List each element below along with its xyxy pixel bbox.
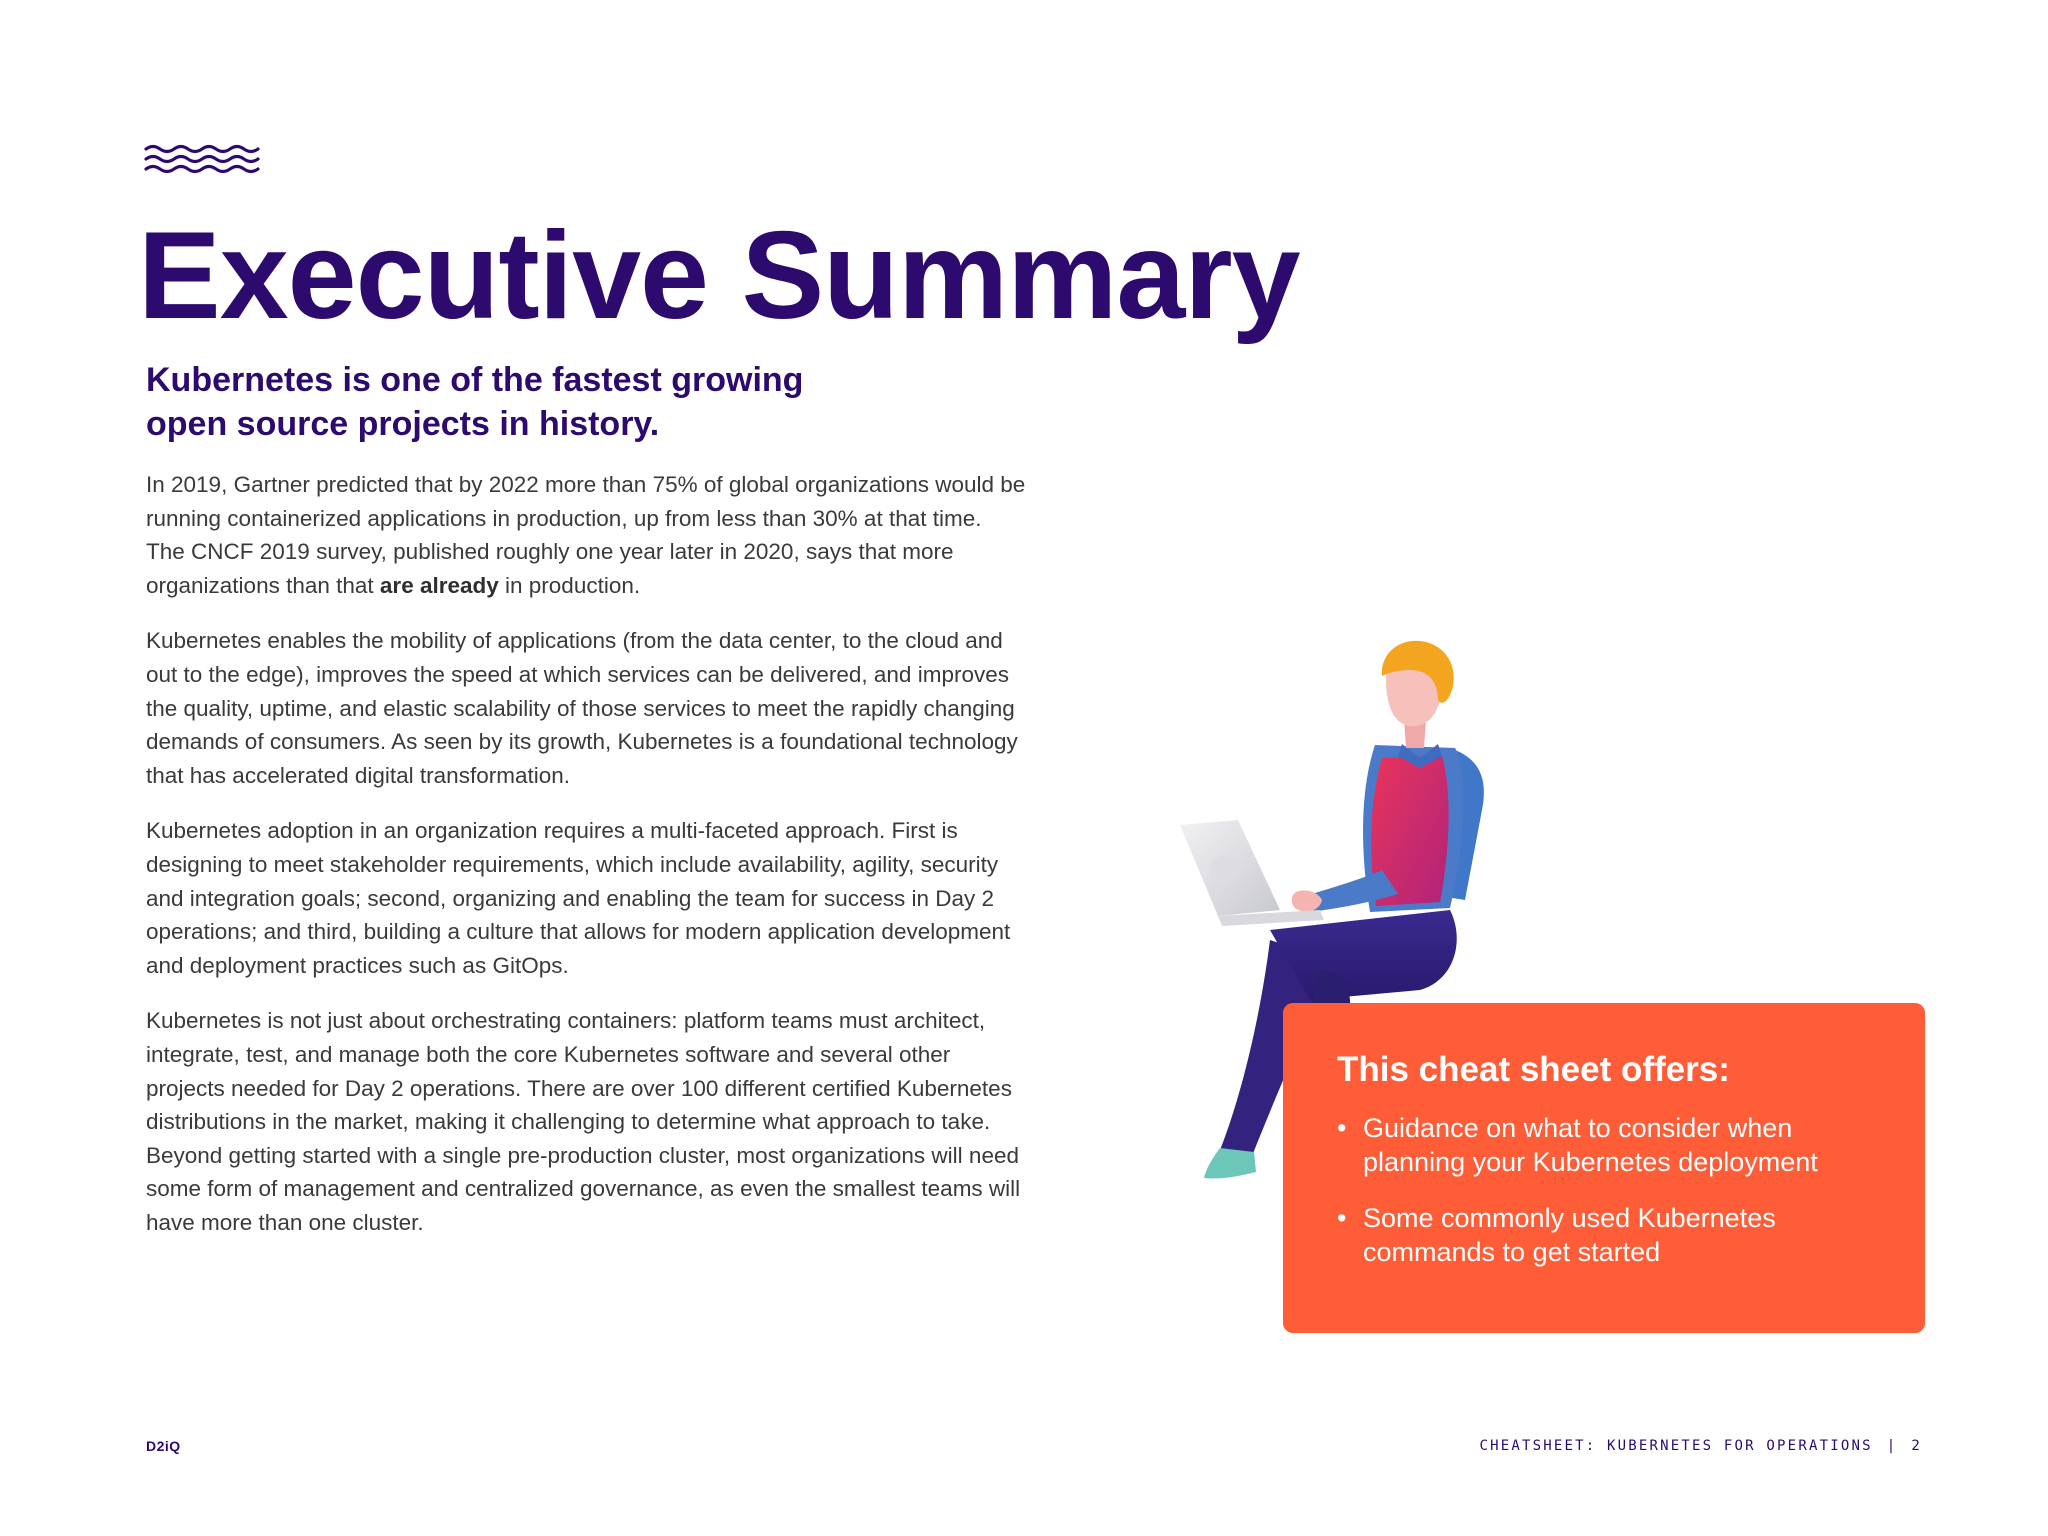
offers-list [1337, 1111, 1889, 1269]
cheat-sheet-offers-box [1283, 1003, 1925, 1333]
wave-lines-icon [144, 144, 260, 176]
paragraph-1-end: in production. [498, 572, 641, 598]
subtitle-line-1: Kubernetes is one of the fastest growing [146, 361, 804, 399]
page-title: Executive Summary [138, 207, 1300, 345]
footer-separator: | [1886, 1438, 1898, 1454]
paragraph-3: Kubernetes adoption in an organization requires a multi-faceted approach. First is designing to meet stakeholder requirements, which include availability, agility, security and integration goals; second, organizing and enabling the team for success in Day 2 operations; and third, building a culture that allows for modern application development and deployment practices such as GitOps. [146, 818, 1011, 978]
offers-item-text: Some commonly used Kubernetes commands to get started [1363, 1203, 1776, 1267]
footer-doc-info [1479, 1438, 1922, 1454]
paragraph-1-emphasis: are already [379, 572, 499, 598]
paragraph-2: Kubernetes enables the mobility of applications (from the data center, to the cloud and out to the edge), improves the speed at which services can be delivered, and improves the quality, uptime, and elastic scalability of those services to meet the rapidly changing demands of consumers. As seen by its growth, Kubernetes is a foundational technology that has accelerated digital transformation. [146, 628, 1018, 788]
page-number: 2 [1911, 1438, 1922, 1454]
summary-body [146, 468, 1026, 1261]
page-subtitle [146, 358, 906, 446]
offers-item-text: Guidance on what to consider when planning your Kubernetes deployment [1363, 1113, 1818, 1177]
offers-list-item [1337, 1111, 1889, 1179]
bullet-icon: • [1337, 1203, 1347, 1233]
footer-doc-title: CHEATSHEET: KUBERNETES FOR OPERATIONS [1479, 1438, 1873, 1454]
offers-heading: This cheat sheet offers: [1337, 1050, 1730, 1089]
offers-list-item [1337, 1201, 1889, 1269]
paragraph-4: Kubernetes is not just about orchestrating containers: platform teams must architect, integrate, test, and manage both the core Kubernetes software and several other projects needed for Day 2 operations. There are over 100 different certified Kubernetes distributions in the market, making it challenging to determine what approach to take. Beyond getting started with a single pre-production cluster, most organizations will need some form of management and centralized governance, as even the smallest teams will have more than one cluster. [146, 1008, 1021, 1235]
footer-brand: D2iQ [146, 1438, 181, 1454]
paragraph-1 [146, 468, 1026, 602]
subtitle-line-2: open source projects in history. [146, 405, 660, 443]
paragraph-1-text: In 2019, Gartner predicted that by 2022 more than 75% of global organizations would be running containerized applications in production, up from less than 30% at that time. The CNCF 2019 survey, published roughly one year later in 2020, says that more organizations than that [146, 472, 1026, 598]
bullet-icon: • [1337, 1113, 1347, 1143]
